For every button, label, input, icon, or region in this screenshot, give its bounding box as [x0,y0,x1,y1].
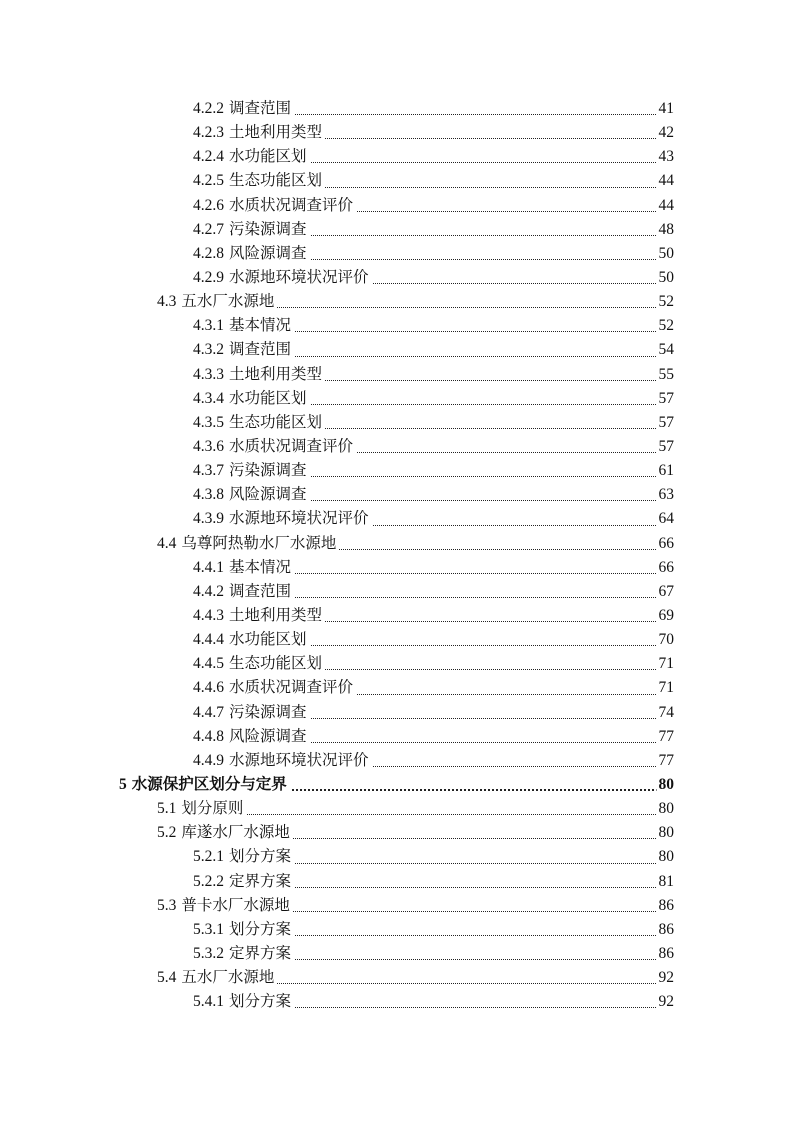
section-number: 4.3.1 [193,317,224,335]
toc-entry-label [157,821,293,845]
section-number: 4.3.5 [193,413,224,431]
section-number: 4.2.5 [193,172,224,190]
section-number: 5.3.2 [193,944,224,962]
toc-entry-label [193,363,325,387]
toc-entry[interactable] [0,387,793,411]
toc-entry[interactable] [0,676,793,700]
toc-entry-label [193,845,294,869]
toc-entry[interactable] [0,121,793,145]
toc-entry[interactable] [0,532,793,556]
section-title: 普卡水厂水源地 [181,896,290,914]
dot-leader [230,887,674,888]
section-title: 污染源调查 [229,462,307,480]
section-title: 水质状况调查评价 [229,679,354,697]
section-title: 调查范围 [229,582,292,600]
page-number: 81 [657,870,675,894]
dot-leader [230,935,674,936]
toc-entry-label [193,604,325,628]
section-title: 污染源调查 [229,703,307,721]
dot-leader [230,114,674,115]
toc-entry[interactable] [0,507,793,531]
toc-entry-label [193,338,294,362]
toc-entry[interactable] [0,314,793,338]
dot-leader [230,573,674,574]
section-number: 4.4.4 [193,631,224,649]
dot-leader [200,814,674,815]
page-number: 52 [657,314,675,338]
table-of-contents [0,97,793,1014]
section-title: 乌尊阿热勒水厂水源地 [181,534,337,552]
section-title: 水源地环境状况评价 [229,510,369,528]
toc-entry[interactable] [0,290,793,314]
section-title: 调查范围 [229,100,292,117]
toc-entry[interactable] [0,580,793,604]
page-number: 80 [657,821,675,845]
page-number: 50 [657,242,675,266]
page-number: 44 [657,169,675,193]
toc-entry-label [193,652,325,676]
section-number: 4.4.7 [193,703,224,721]
page-number: 80 [657,845,675,869]
toc-entry-label [193,483,310,507]
section-number: 4.4.2 [193,582,224,600]
section-number: 4.4.3 [193,606,224,624]
section-number: 5.2.1 [193,848,224,866]
page-number: 57 [657,411,675,435]
toc-entry[interactable] [0,628,793,652]
section-title: 污染源调查 [229,220,307,238]
toc-entry[interactable] [0,821,793,845]
section-number: 5.4 [157,969,177,987]
toc-entry[interactable] [0,894,793,918]
section-number: 5.3 [157,896,177,914]
page-number: 77 [657,749,675,773]
toc-entry-label [193,459,310,483]
section-number: 4.3.6 [193,437,224,455]
dot-leader [230,356,674,357]
section-number: 4.3.9 [193,510,224,528]
page-number: 54 [657,338,675,362]
page-number: 61 [657,459,675,483]
section-number: 4.2.4 [193,148,224,166]
section-title: 水源地环境状况评价 [229,268,369,286]
section-title: 划分原则 [181,800,244,818]
toc-entry-label [157,894,293,918]
toc-entry-label [193,169,325,193]
section-title: 风险源调查 [229,727,307,745]
page-number: 86 [657,894,675,918]
page-number: 92 [657,966,675,990]
section-number: 4.2.2 [193,100,224,117]
toc-entry-label [157,966,277,990]
toc-entry-label [193,121,325,145]
section-title: 水功能区划 [229,389,307,407]
section-title: 水功能区划 [229,148,307,166]
toc-entry[interactable] [0,242,793,266]
section-title: 土地利用类型 [229,124,323,142]
toc-entry[interactable] [0,556,793,580]
toc-entry[interactable] [0,145,793,169]
section-title: 划分方案 [229,993,292,1011]
toc-entry[interactable] [0,966,793,990]
section-title: 调查范围 [229,341,292,359]
section-number: 4.4.8 [193,727,224,745]
section-title: 划分方案 [229,920,292,938]
toc-entry[interactable] [0,845,793,869]
section-title: 水功能区划 [229,631,307,649]
toc-entry[interactable] [0,990,793,1014]
section-number: 4.3.7 [193,462,224,480]
dot-leader [230,959,674,960]
section-title: 土地利用类型 [229,606,323,624]
page-number: 66 [657,556,675,580]
section-title: 定界方案 [229,944,292,962]
page-number: 70 [657,628,675,652]
toc-entry[interactable] [0,97,793,121]
toc-entry[interactable] [0,435,793,459]
toc-entry[interactable] [0,918,793,942]
section-title: 生态功能区划 [229,172,323,190]
dot-leader [230,597,674,598]
toc-entry-label [157,290,277,314]
page-number: 80 [657,773,675,797]
toc-entry-label [193,266,372,290]
section-title: 划分方案 [229,848,292,866]
section-number: 4.2.3 [193,124,224,142]
toc-entry-label [157,532,339,556]
page-number: 71 [657,652,675,676]
toc-entry-label [119,773,290,797]
toc-entry[interactable] [0,459,793,483]
page-number: 55 [657,363,675,387]
dot-leader [230,331,674,332]
toc-entry-label [193,580,294,604]
dot-leader [230,1007,674,1008]
section-number: 5.2 [157,824,177,842]
section-number: 4.2.6 [193,196,224,214]
page-number: 43 [657,145,675,169]
page-number: 52 [657,290,675,314]
page-number: 86 [657,942,675,966]
page-number: 57 [657,387,675,411]
section-title: 风险源调查 [229,486,307,504]
section-title: 定界方案 [229,872,292,890]
section-title: 生态功能区划 [229,655,323,673]
toc-entry-label [193,701,310,725]
section-number: 4.3 [157,293,177,311]
page-number: 50 [657,266,675,290]
page-number: 44 [657,194,675,218]
toc-entry[interactable] [0,363,793,387]
page-number: 64 [657,507,675,531]
toc-entry-label [193,218,310,242]
toc-entry-label [193,556,294,580]
section-number: 4.3.2 [193,341,224,359]
section-title: 水质状况调查评价 [229,437,354,455]
toc-entry-label [193,942,294,966]
section-title: 基本情况 [229,558,292,576]
section-number: 4.2.7 [193,220,224,238]
page-number: 66 [657,532,675,556]
section-title: 基本情况 [229,317,292,335]
page-number: 67 [657,580,675,604]
toc-entry-label [193,145,310,169]
page-number: 57 [657,435,675,459]
toc-entry-label [193,676,356,700]
toc-entry-label [193,507,372,531]
toc-entry[interactable] [0,652,793,676]
section-number: 4.3.4 [193,389,224,407]
toc-entry[interactable] [0,797,793,821]
section-title: 水源地环境状况评价 [229,751,369,769]
section-number: 4.2.8 [193,244,224,262]
section-number: 4.3.3 [193,365,224,383]
section-number: 5.2.2 [193,872,224,890]
toc-entry-label [193,411,325,435]
toc-entry-label [193,194,356,218]
toc-entry-label [193,314,294,338]
toc-entry-label [193,628,310,652]
toc-entry[interactable] [0,218,793,242]
page-number: 77 [657,725,675,749]
page-number: 86 [657,918,675,942]
page-number: 41 [657,97,675,121]
toc-entry[interactable] [0,266,793,290]
page-number: 80 [657,797,675,821]
page-number: 74 [657,701,675,725]
section-title: 土地利用类型 [229,365,323,383]
toc-entry[interactable] [0,169,793,193]
toc-entry[interactable] [0,483,793,507]
section-number: 4.3.8 [193,486,224,504]
toc-entry[interactable] [0,942,793,966]
section-number: 4.2.9 [193,268,224,286]
page-number: 63 [657,483,675,507]
section-number: 4.4.9 [193,751,224,769]
toc-entry[interactable] [0,870,793,894]
section-title: 五水厂水源地 [181,293,275,311]
toc-entry-label [193,725,310,749]
toc-entry[interactable] [0,773,793,797]
toc-entry-label [193,242,310,266]
section-number: 5.1 [157,800,177,818]
toc-entry[interactable] [0,749,793,773]
section-title: 生态功能区划 [229,413,323,431]
toc-entry-label [193,387,310,411]
toc-entry[interactable] [0,338,793,362]
toc-entry-label [157,797,246,821]
page-number: 92 [657,990,675,1014]
toc-entry[interactable] [0,411,793,435]
toc-entry-label [193,435,356,459]
toc-entry-label [193,870,294,894]
toc-entry-label [193,97,294,121]
section-number: 4.4.6 [193,679,224,697]
toc-entry-label [193,749,372,773]
section-number: 5.3.1 [193,920,224,938]
section-title: 库遂水厂水源地 [181,824,290,842]
toc-entry[interactable] [0,701,793,725]
section-number: 5.4.1 [193,993,224,1011]
section-title: 水源保护区划分与定界 [131,775,287,793]
toc-entry-label [193,990,294,1014]
section-title: 五水厂水源地 [181,969,275,987]
toc-entry[interactable] [0,194,793,218]
section-number: 4.4.1 [193,558,224,576]
page-number: 69 [657,604,675,628]
page-number: 48 [657,218,675,242]
toc-entry-label [193,918,294,942]
dot-leader [240,789,674,791]
section-number: 4.4.5 [193,655,224,673]
section-title: 水质状况调查评价 [229,196,354,214]
dot-leader [230,863,674,864]
section-number: 5 [119,775,127,793]
toc-entry[interactable] [0,725,793,749]
page-number: 71 [657,676,675,700]
toc-entry[interactable] [0,604,793,628]
page-number: 42 [657,121,675,145]
section-title: 风险源调查 [229,244,307,262]
section-number: 4.4 [157,534,177,552]
